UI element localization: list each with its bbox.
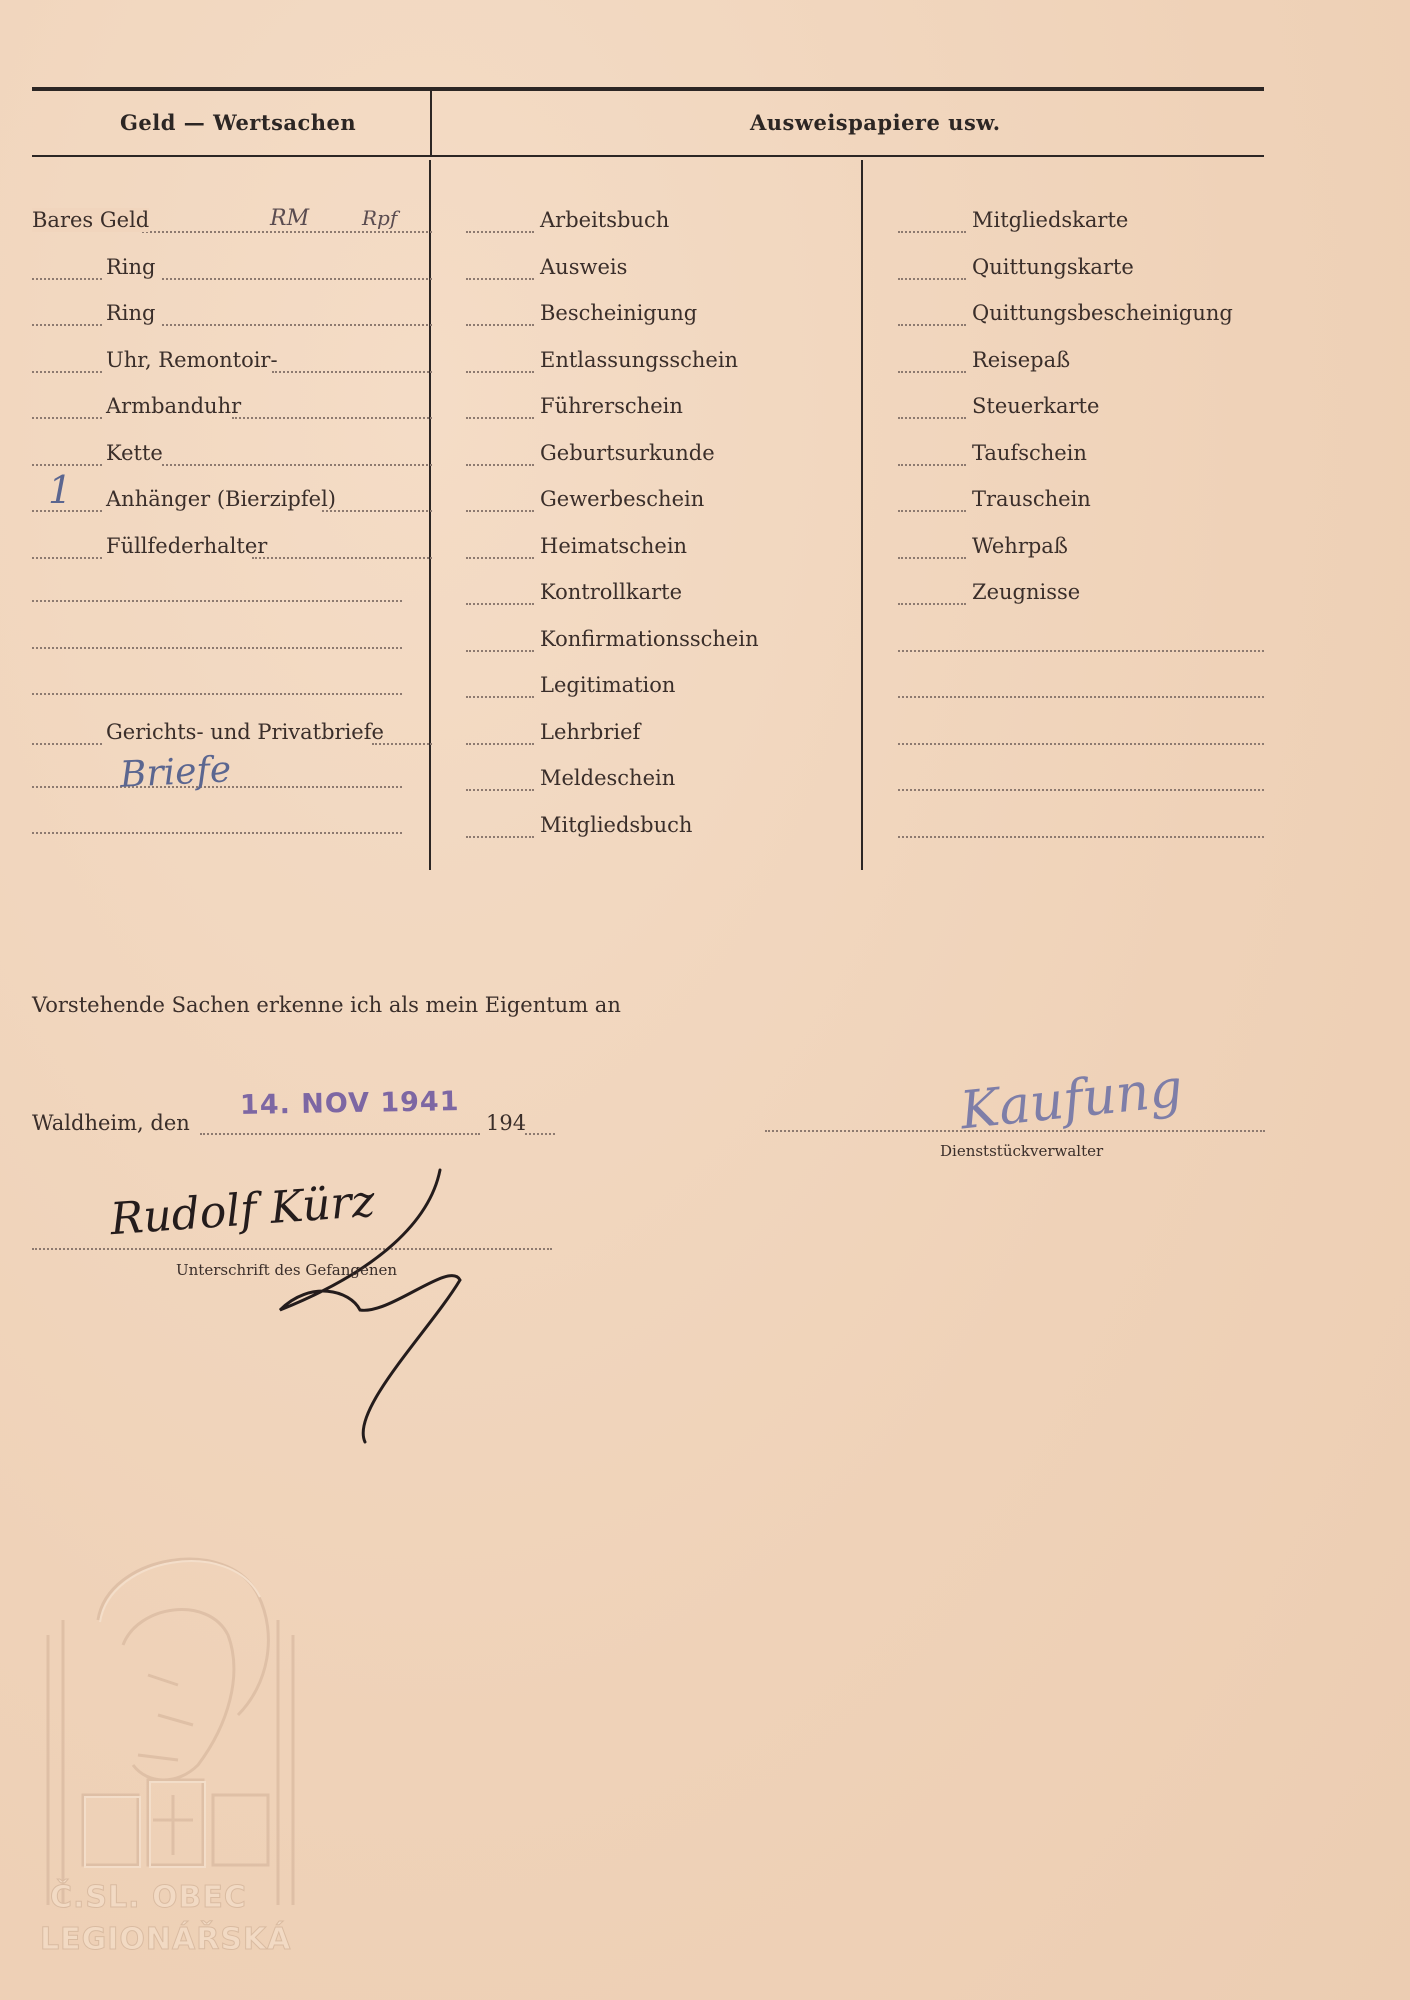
item-label: Ausweis bbox=[540, 254, 628, 279]
list-item bbox=[466, 348, 856, 378]
blank-line bbox=[32, 600, 402, 602]
item-label: Mitgliedskarte bbox=[972, 208, 1129, 232]
list-item bbox=[466, 487, 856, 517]
item-label: Taufschein bbox=[972, 440, 1087, 465]
item-label: Gerichts- und Privatbriefe bbox=[106, 720, 384, 744]
seal-text-line-2: LEGIONÁŘSKÁ bbox=[40, 1922, 292, 1957]
list-item bbox=[898, 208, 1264, 238]
item-label: Bescheinigung bbox=[540, 301, 698, 325]
list-item bbox=[898, 301, 1264, 331]
blank-line bbox=[898, 789, 1264, 791]
official-signature: Kaufung bbox=[957, 1058, 1186, 1142]
list-item bbox=[466, 208, 856, 238]
list-item bbox=[466, 673, 856, 703]
list-item bbox=[466, 534, 856, 564]
item-label: Ring bbox=[106, 301, 156, 325]
item-label: Führerschein bbox=[540, 394, 683, 418]
year-line bbox=[525, 1133, 555, 1135]
header-id-papers: Ausweispapiere usw. bbox=[750, 110, 1001, 135]
item-label: Ring bbox=[106, 255, 156, 279]
item-label: Konfirmationsschein bbox=[540, 626, 759, 651]
prisoner-caption: Unterschrift des Gefangenen bbox=[176, 1261, 398, 1279]
list-item-ring-1 bbox=[32, 255, 402, 285]
blank-line bbox=[32, 693, 402, 695]
official-caption: Dienststückverwalter bbox=[940, 1142, 1104, 1160]
place-label: Waldheim, den bbox=[32, 1111, 190, 1135]
pendant-quantity: 1 bbox=[48, 468, 73, 512]
list-item bbox=[466, 301, 856, 331]
list-item bbox=[466, 394, 856, 424]
letters-value: Briefe bbox=[119, 749, 233, 796]
prisoner-signature: Rudolf Kürz bbox=[108, 1175, 377, 1246]
item-label: Lehrbrief bbox=[540, 719, 641, 744]
item-label: Zeugnisse bbox=[972, 580, 1081, 604]
header-money-valuables: Geld — Wertsachen bbox=[120, 110, 357, 135]
list-item bbox=[466, 255, 856, 285]
list-item bbox=[898, 534, 1264, 564]
blank-line bbox=[898, 696, 1264, 698]
list-item bbox=[898, 441, 1264, 471]
column-divider-2 bbox=[861, 160, 863, 870]
signature-flourish bbox=[230, 1160, 470, 1450]
blank-line bbox=[898, 650, 1264, 652]
item-label: Füllfederhalter bbox=[106, 534, 268, 558]
column-divider-1 bbox=[429, 160, 431, 870]
blank-line bbox=[898, 743, 1264, 745]
item-label: Steuerkarte bbox=[972, 394, 1100, 418]
list-item-ring-2 bbox=[32, 301, 402, 331]
item-label: Geburtsurkunde bbox=[540, 440, 715, 465]
list-item bbox=[466, 441, 856, 471]
item-label: Uhr, Remontoir- bbox=[106, 348, 278, 372]
currency-rpf: Rpf bbox=[362, 206, 398, 230]
item-label: Legitimation bbox=[540, 673, 676, 697]
list-item bbox=[898, 394, 1264, 424]
list-item bbox=[898, 348, 1264, 378]
item-label: Entlassungsschein bbox=[540, 347, 739, 372]
list-item-chain bbox=[32, 441, 402, 471]
list-item-pendant bbox=[32, 487, 402, 517]
item-label: Quittungskarte bbox=[972, 254, 1134, 279]
list-item bbox=[466, 720, 856, 750]
blank-line bbox=[32, 832, 402, 834]
seal-text-line-1: Č.SL. OBEC bbox=[50, 1880, 247, 1915]
blank-line bbox=[32, 647, 402, 649]
year-prefix: 194 bbox=[486, 1111, 527, 1135]
item-label: Arbeitsbuch bbox=[540, 208, 670, 232]
list-item bbox=[466, 580, 856, 610]
date-line bbox=[200, 1133, 480, 1135]
date-stamp: 14. NOV 1941 bbox=[239, 1086, 460, 1121]
list-item-cash bbox=[32, 208, 402, 238]
list-item bbox=[466, 813, 856, 843]
item-label: Bares Geld bbox=[32, 208, 150, 232]
item-label: Reisepaß bbox=[972, 347, 1071, 372]
item-label: Meldeschein bbox=[540, 766, 676, 790]
item-label: Kontrollkarte bbox=[540, 580, 682, 604]
header-bottom-rule bbox=[32, 155, 1264, 157]
blank-line bbox=[898, 836, 1264, 838]
list-item bbox=[898, 580, 1264, 610]
list-item-fountain-pen bbox=[32, 534, 402, 564]
item-label: Trauschein bbox=[972, 487, 1091, 511]
list-item bbox=[898, 255, 1264, 285]
item-label: Quittungsbescheinigung bbox=[972, 301, 1233, 325]
list-item bbox=[466, 766, 856, 796]
header-divider bbox=[430, 89, 432, 155]
acknowledgement-text: Vorstehende Sachen erkenne ich als mein Eigentum an bbox=[32, 993, 621, 1017]
list-item bbox=[466, 627, 856, 657]
list-item-wristwatch bbox=[32, 394, 402, 424]
list-item-letters bbox=[32, 720, 402, 750]
item-label: Armbanduhr bbox=[106, 394, 242, 418]
embossed-seal bbox=[28, 1525, 318, 1975]
list-item-watch bbox=[32, 348, 402, 378]
top-rule bbox=[32, 87, 1264, 91]
item-label: Wehrpaß bbox=[972, 533, 1068, 558]
list-item bbox=[898, 487, 1264, 517]
currency-rm: RM bbox=[270, 206, 310, 231]
item-label: Anhänger (Bierzipfel) bbox=[106, 487, 336, 511]
item-label: Gewerbeschein bbox=[540, 487, 705, 511]
item-label: Heimatschein bbox=[540, 533, 688, 558]
item-label: Mitgliedsbuch bbox=[540, 812, 693, 837]
item-label: Kette bbox=[106, 441, 163, 465]
